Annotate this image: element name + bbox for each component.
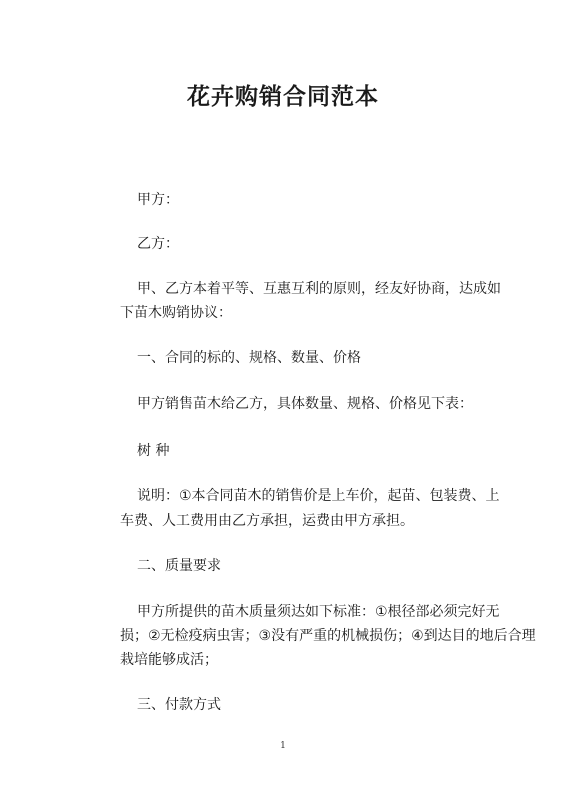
note-paragraph-line: 说明：①本合同苗木的销售价是上车价，起苗、包装费、上 <box>137 488 500 504</box>
note-paragraph-line: 车费、人工费用由乙方承担，运费由甲方承担。 <box>120 513 414 529</box>
section2-heading: 二、质量要求 <box>137 558 221 574</box>
quality-paragraph-line: 损；②无检疫病虫害；③没有严重的机械损伤；④到达目的地后合理 <box>120 628 536 644</box>
intro-paragraph-line: 甲、乙方本着平等、互惠互利的原则，经友好协商，达成如 <box>137 281 501 297</box>
quality-paragraph-line: 栽培能够成活； <box>120 652 218 668</box>
section3-heading: 三、付款方式 <box>137 697 221 713</box>
quality-paragraph-line: 甲方所提供的苗木质量须达如下标准：①根径部必须完好无 <box>137 604 500 620</box>
section1-heading: 一、合同的标的、规格、数量、价格 <box>137 350 361 366</box>
section1-text: 甲方销售苗木给乙方，具体数量、规格、价格见下表： <box>137 396 473 412</box>
page-number: 1 <box>280 741 286 751</box>
intro-paragraph-line: 下苗木购销协议： <box>120 305 232 321</box>
document-title: 花卉购销合同范本 <box>187 84 379 110</box>
party-a-label: 甲方： <box>137 192 179 208</box>
party-b-label: 乙方： <box>137 236 179 252</box>
table-header-tree-species: 树 种 <box>137 443 170 459</box>
